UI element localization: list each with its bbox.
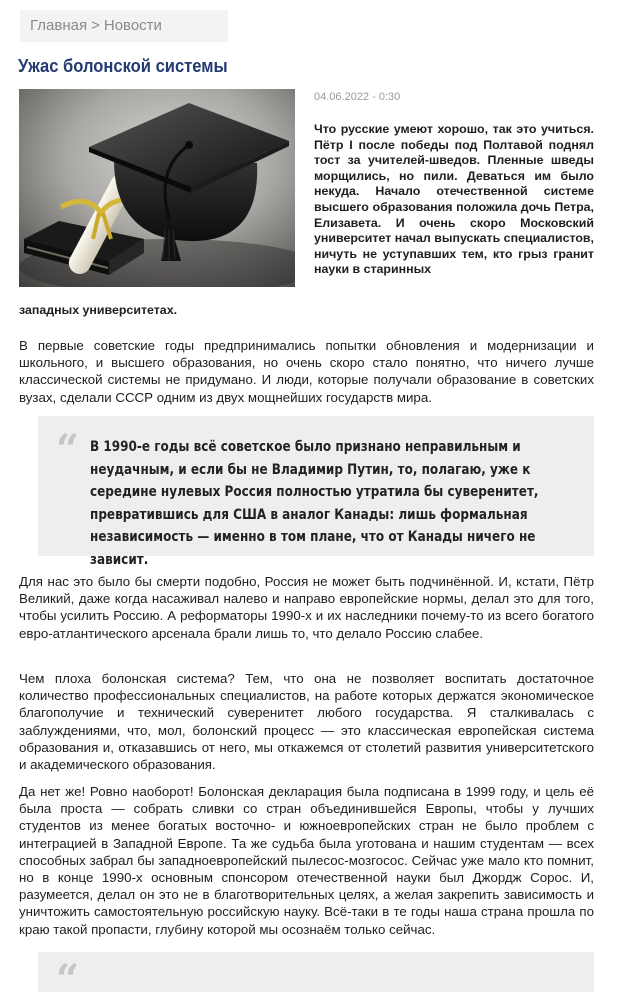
graduation-cap-icon: [19, 89, 295, 287]
article-lead: Что русские умеют хорошо, так это учиться. Пётр I после победы под Полтавой поднял тост за учителей-шведов. Пленные шведы морщились, но пили. Деваться им было некуда. Начало отечественной системе высшего образования положила дочь Петра, Елизавета. И очень скоро Московский университет начал выпускать специалистов, ничуть не уступавших тем, кто грыз гранит науки в старинных: [314, 122, 594, 277]
article-paragraph-3: Чем плоха болонская система? Тем, что она не позволяет воспитать достаточное количество профессиональных специалистов, на работе которых держатся экономическое благополучие и технический суверенитет любого государства. Я сталкивалась с заблуждениями, что, мол, болонский процесс — это классическая европейская система образования и, отказавшись от него, мы откажемся от столетий развития университетского и академического образования.: [19, 671, 594, 773]
breadcrumb-separator: >: [91, 17, 100, 34]
article-date: 04.06.2022 - 0:30: [314, 91, 401, 103]
quote-icon: “: [56, 426, 80, 473]
breadcrumb-current-link[interactable]: Новости: [103, 17, 162, 34]
article-paragraph-1: В первые советские годы предпринимались попытки обновления и модернизации и школьного, и высшего образования, но очень скоро стало понятно, что ничего лучше классической системы не придумано. И люди, которые получали образование в советских вузах, сделали СССР одним из двух мощнейших государств мира.: [19, 338, 594, 405]
article-quote-text: В 1990-е годы всё советское было признано неправильным и неудачным, и если бы не Владимир Путин, то, полагаю, уже к середине нулевых Россия полностью утратила бы суверенитет, превратившись для США в аналог Канады: лишь формальная независимость — именно в том плане, что от Канады ничего не зависит.: [90, 439, 539, 568]
breadcrumb-home-link[interactable]: Главная: [30, 17, 88, 34]
article-image: [19, 89, 295, 287]
article-paragraph-2: Для нас это было бы смерти подобно, Россия не может быть подчинённой. И, кстати, Пётр Великий, даже когда насаживал налево и направо европейские нормы, делал это для того, чтобы усилить Россию. А реформаторы 1990-х и их наследники почему-то из всего богатого евро-атлантического арсенала брали лишь то, что делало Россию слабее.: [19, 574, 594, 641]
article-quote-block: [38, 416, 594, 568]
article-lead-continuation: западных университетах.: [19, 303, 178, 317]
article-paragraph-4: Да нет же! Ровно наоборот! Болонская декларация была подписана в 1999 году, и цель её была проста — собрать сливки со стран объединившейся Европы, чтобы у лучших студентов из менее богатых восточно- и южноевропейских стран не было проблем с интеграцией в Западной Европе. Та же судьба была уготована и нашим студентам — всех способных забрал бы западноевропейский пылесос-мозгосос. Сейчас уже мало кто помнит, но в конце 1990-х основным спонсором отечественной науки был Джордж Сорос. И, разумеется, делал он это не в благотворительных целях, а желая закрепить зависимость и уничтожить самостоятельную российскую науку. Всё-таки в те годы наша страна прошла по краю такой пропасти, глубину которой мы осознаём только сейчас.: [19, 784, 594, 937]
top-bar: [0, 0, 620, 48]
article-title: Ужас болонской системы: [18, 56, 228, 76]
quote-icon: “: [56, 956, 80, 1003]
article-quote-block-2: [38, 952, 594, 1003]
breadcrumb: [20, 10, 228, 42]
